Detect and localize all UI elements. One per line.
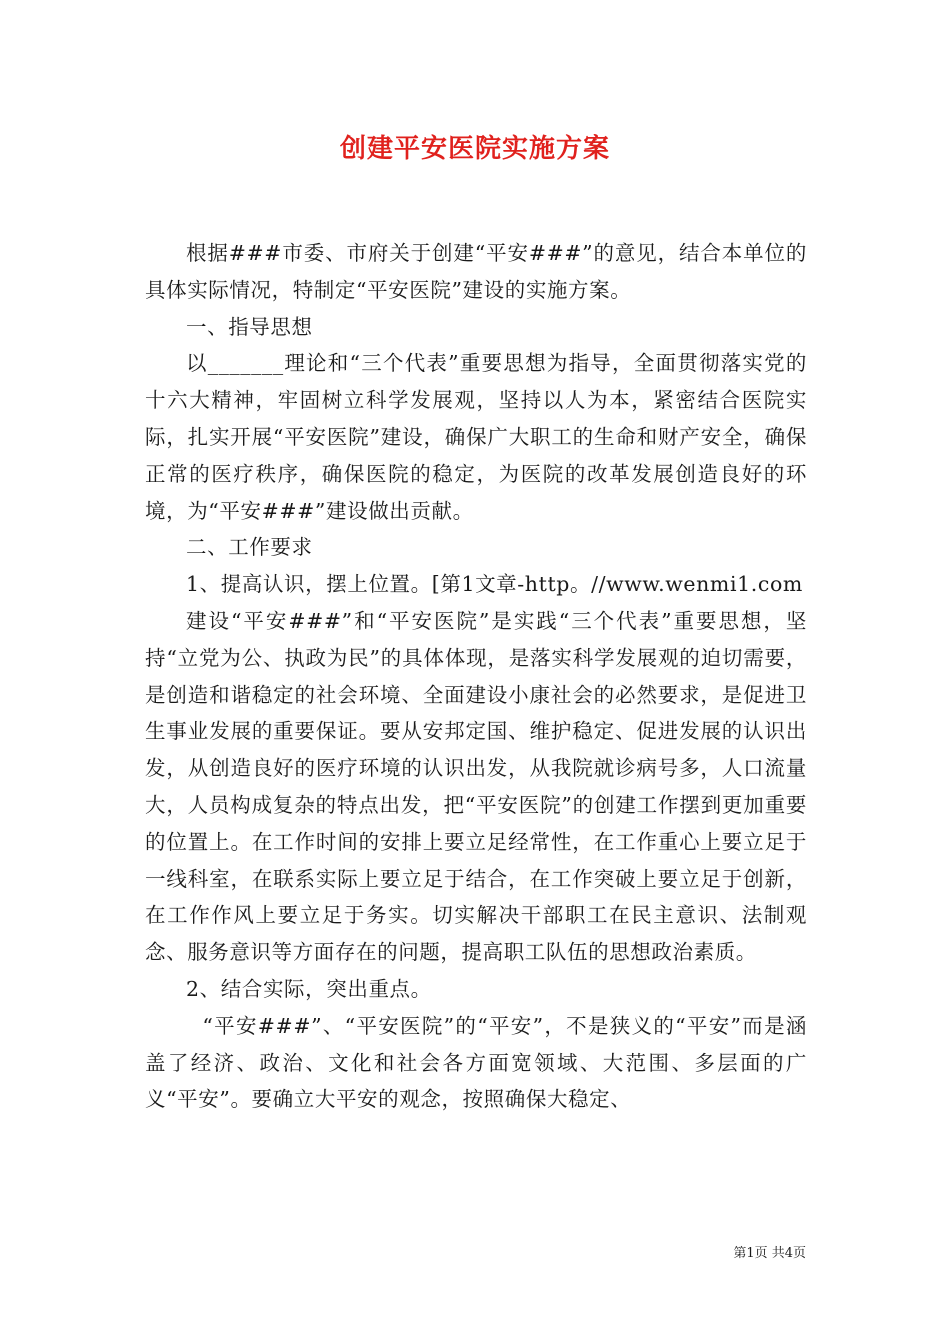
heading-guiding-ideology: 一、指导思想 [186, 314, 313, 339]
document-body [145, 235, 807, 1118]
paragraph-intro: 根据###市委、市府关于创建“平安###”的意见，结合本单位的具体实际情况，特制定“平安医院”建设的实施方案。 [145, 241, 807, 302]
subheading-raise-awareness: 1、提高认识，摆上位置。[第1文章-http。//www.wenmi1.com [186, 572, 803, 597]
subheading-combine-practice: 2、结合实际，突出重点。 [186, 976, 432, 1001]
page-number: 第1页 共4页 [733, 1246, 806, 1261]
paragraph-raise-awareness: 建设“平安###”和“平安医院”是实践“三个代表”重要思想，坚持“立党为公、执政为民”的具体体现，是落实科学发展观的迫切需要，是创造和谐稳定的社会环境、全面建设小康社会的必然要求，是促进卫生事业发展的重要保证。要从安邦定国、维护稳定、促进发展的认识出发，从创造良好的医疗环境的认识出发，从我院就诊病号多，人口流量大，人员构成复杂的特点出发，把“平安医院”的创建工作摆到更加重要的位置上。在工作时间的安排上要立足经常性，在工作重心上要立足于一线科室，在联系实际上要立足于结合，在工作突破上要立足于创新，在工作作风上要立足于务实。切实解决干部职工在民主意识、法制观念、服务意识等方面存在的问题，提高职工队伍的思想政治素质。 [145, 608, 807, 965]
paragraph-guiding-ideology: 以_______理论和“三个代表”重要思想为指导，全面贯彻落实党的十六大精神，牢固树立科学发展观，坚持以人为本，紧密结合医院实际，扎实开展“平安医院”建设，确保广大职工的生命和财产安全，确保正常的医疗秩序，确保医院的稳定，为医院的改革发展创造良好的环境，为“平安###”建设做出贡献。 [145, 351, 807, 523]
paragraph-combine-practice: “平安###”、“平安医院”的“平安”，不是狭义的“平安”而是涵盖了经济、政治、文化和社会各方面宽领域、大范围、多层面的广义“平安”。要确立大平安的观念，按照确保大稳定、 [145, 1013, 807, 1112]
heading-work-requirements: 二、工作要求 [186, 535, 313, 560]
document-title: 创建平安医院实施方案 [339, 134, 610, 164]
